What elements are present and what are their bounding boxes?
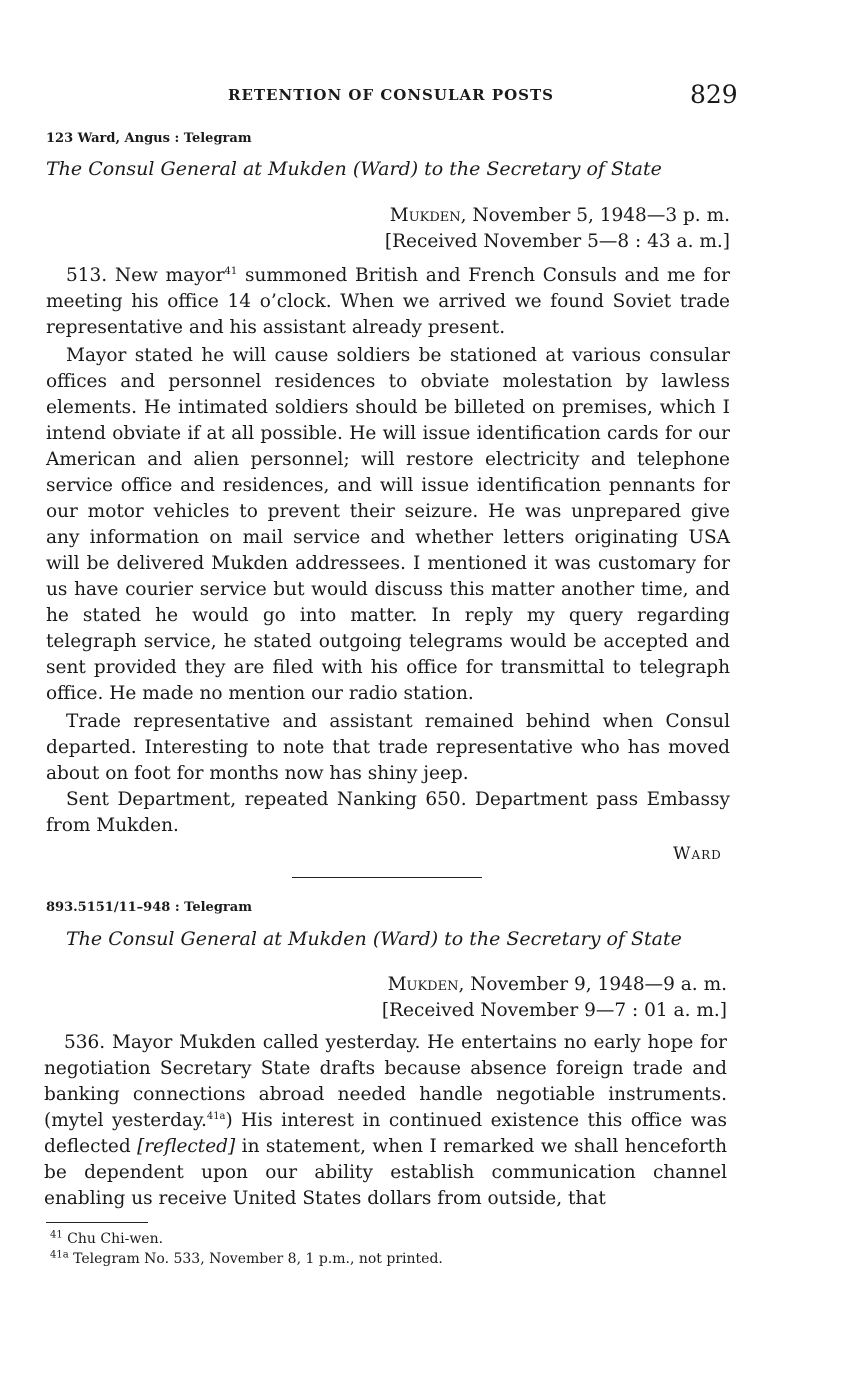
footnote-text: Telegram No. 533, November 8, 1 p.m., not printed.: [68, 1251, 443, 1267]
received-line: [Received November 5—8 : 43 a. m.]: [384, 231, 730, 252]
dateline-date: , November 5, 1948—3 p. m.: [460, 205, 730, 226]
section-divider: [292, 877, 482, 878]
paragraph: [46, 263, 730, 341]
paragraph-text: ) His interest in continued existence this office was deflected: [44, 1110, 727, 1157]
paragraph: [44, 1030, 727, 1212]
dateline: [390, 205, 730, 226]
document-title: The Consul General at Mukden (Ward) to the Secretary of State: [46, 158, 662, 180]
footnote-ref: 41: [224, 265, 238, 277]
dateline: [388, 974, 727, 995]
page-number: 829: [690, 80, 738, 109]
received-line: [Received November 9—7 : 01 a. m.]: [381, 1000, 727, 1021]
footnote-ref: 41a: [206, 1110, 226, 1122]
dateline-place: Mukden: [389, 205, 461, 226]
paragraph-text: summoned British and French Consuls and me for meeting his office 14 o’clock. When we arrived we found Soviet trade representative and his assistant already present.: [46, 265, 730, 338]
running-title: RETENTION OF CONSULAR POSTS: [228, 86, 554, 104]
paragraph-text: 536. Mayor Mukden called yesterday. He entertains no early hope for negotiation Secretary State drafts because absence foreign trade and banking connections abroad needed handle negotiable instruments. (mytel yesterday.: [44, 1032, 727, 1131]
paragraph-text: 513. New mayor: [66, 265, 225, 286]
paragraph: Trade representative and assistant remained behind when Consul departed. Interesting to note that trade representative who has moved about on foot for months now has shiny jeep.: [46, 711, 730, 784]
paragraph-text: in statement, when I remarked we shall henceforth be dependent upon our ability establish communication channel enabling us receive United States dollars from outside, that: [44, 1136, 728, 1209]
dateline-place: Mukden: [387, 974, 459, 995]
file-reference: 893.5151/11–948 : Telegram: [46, 900, 252, 915]
footnote: [50, 1251, 443, 1267]
dateline-date: , November 9, 1948—9 a. m.: [458, 974, 727, 995]
footnote-divider: [46, 1222, 148, 1223]
paragraph: Mayor stated he will cause soldiers be stationed at various consular offices and personnel residences to obviate molestation by lawless elements. He intimated soldiers should be billeted on premises, which I intend obviate if at all possible. He will issue identification cards for our American and alien personnel; will restore electricity and telephone service office and residences, and will issue identification pennants for our motor vehicles to prevent their seizure. He was unprepared give any information on mail service and whether letters originating USA will be delivered Mukden addressees. I mentioned it was customary for us have courier service but would discuss this matter another time, and he stated he would go into matter. In reply my query regarding telegraph service, he stated outgoing telegrams would be accepted and sent provided they are filed with his office for transmittal to telegraph office. He made no mention our radio station.: [46, 345, 730, 704]
paragraph: Sent Department, repeated Nanking 650. Department pass Embassy from Mukden.: [46, 789, 730, 836]
bracketed-correction: [reflected]: [137, 1136, 236, 1157]
document-title: The Consul General at Mukden (Ward) to the Secretary of State: [66, 928, 682, 950]
footnote: [50, 1231, 163, 1247]
signature: Ward: [673, 844, 722, 864]
footnote-mark: 41a: [50, 1249, 69, 1261]
file-reference: 123 Ward, Angus : Telegram: [46, 131, 252, 146]
footnote-mark: 41: [50, 1229, 63, 1241]
footnote-text: Chu Chi-wen.: [62, 1231, 164, 1247]
